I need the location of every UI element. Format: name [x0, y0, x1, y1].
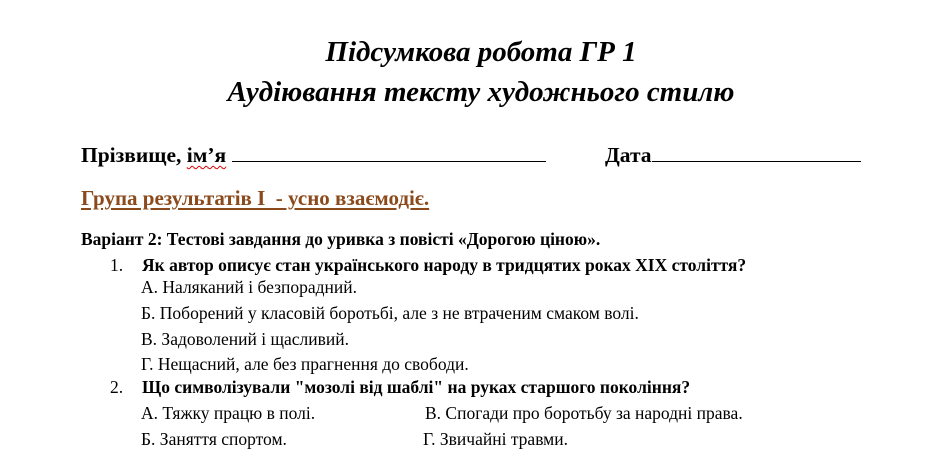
answer-option: В. Задоволений і щасливий.: [141, 329, 349, 349]
date-label: Дата: [605, 143, 652, 167]
answer-option: Г. Звичайні травми.: [423, 429, 568, 449]
question-item: [110, 377, 690, 398]
date-field-row: [605, 143, 861, 168]
group-heading: Група результатів І - усно взаємодіє.: [81, 186, 430, 210]
first-name-label-text: ім’я: [186, 143, 227, 167]
name-field-row: [81, 143, 546, 168]
answer-option: А. Тяжку працю в полі.: [141, 403, 316, 423]
question-text: Як автор описує стан українського народу в тридцятих роках ХІХ століття?: [142, 255, 747, 275]
document-subtitle: Аудіювання тексту художнього стилю: [227, 76, 735, 108]
answer-option: Г. Нещасний, але без прагнення до свободи.: [141, 354, 469, 374]
answer-option: А. Наляканий і безпорадний.: [141, 277, 358, 297]
answer-option: Б. Поборений у класовій боротьбі, але з не втраченим смаком волі.: [141, 303, 639, 323]
question-number: 1.: [110, 255, 124, 275]
name-blank-line[interactable]: [232, 143, 546, 162]
date-blank-line[interactable]: [652, 143, 861, 162]
question-number: 2.: [110, 377, 124, 397]
document-title: Підсумкова робота ГР 1: [325, 36, 637, 68]
answer-option: Б. Заняття спортом.: [141, 429, 287, 449]
question-text: Що символізували "мозолі від шаблі" на руках старшого покоління?: [142, 377, 691, 397]
name-label: [81, 143, 226, 167]
question-item: [110, 255, 746, 276]
answer-option: В. Спогади про боротьбу за народні права.: [425, 403, 743, 423]
variant-heading: Варіант 2: Тестові завдання до уривка з повісті «Дорогою ціною».: [81, 229, 601, 249]
surname-label-text: Прізвище,: [81, 143, 187, 167]
